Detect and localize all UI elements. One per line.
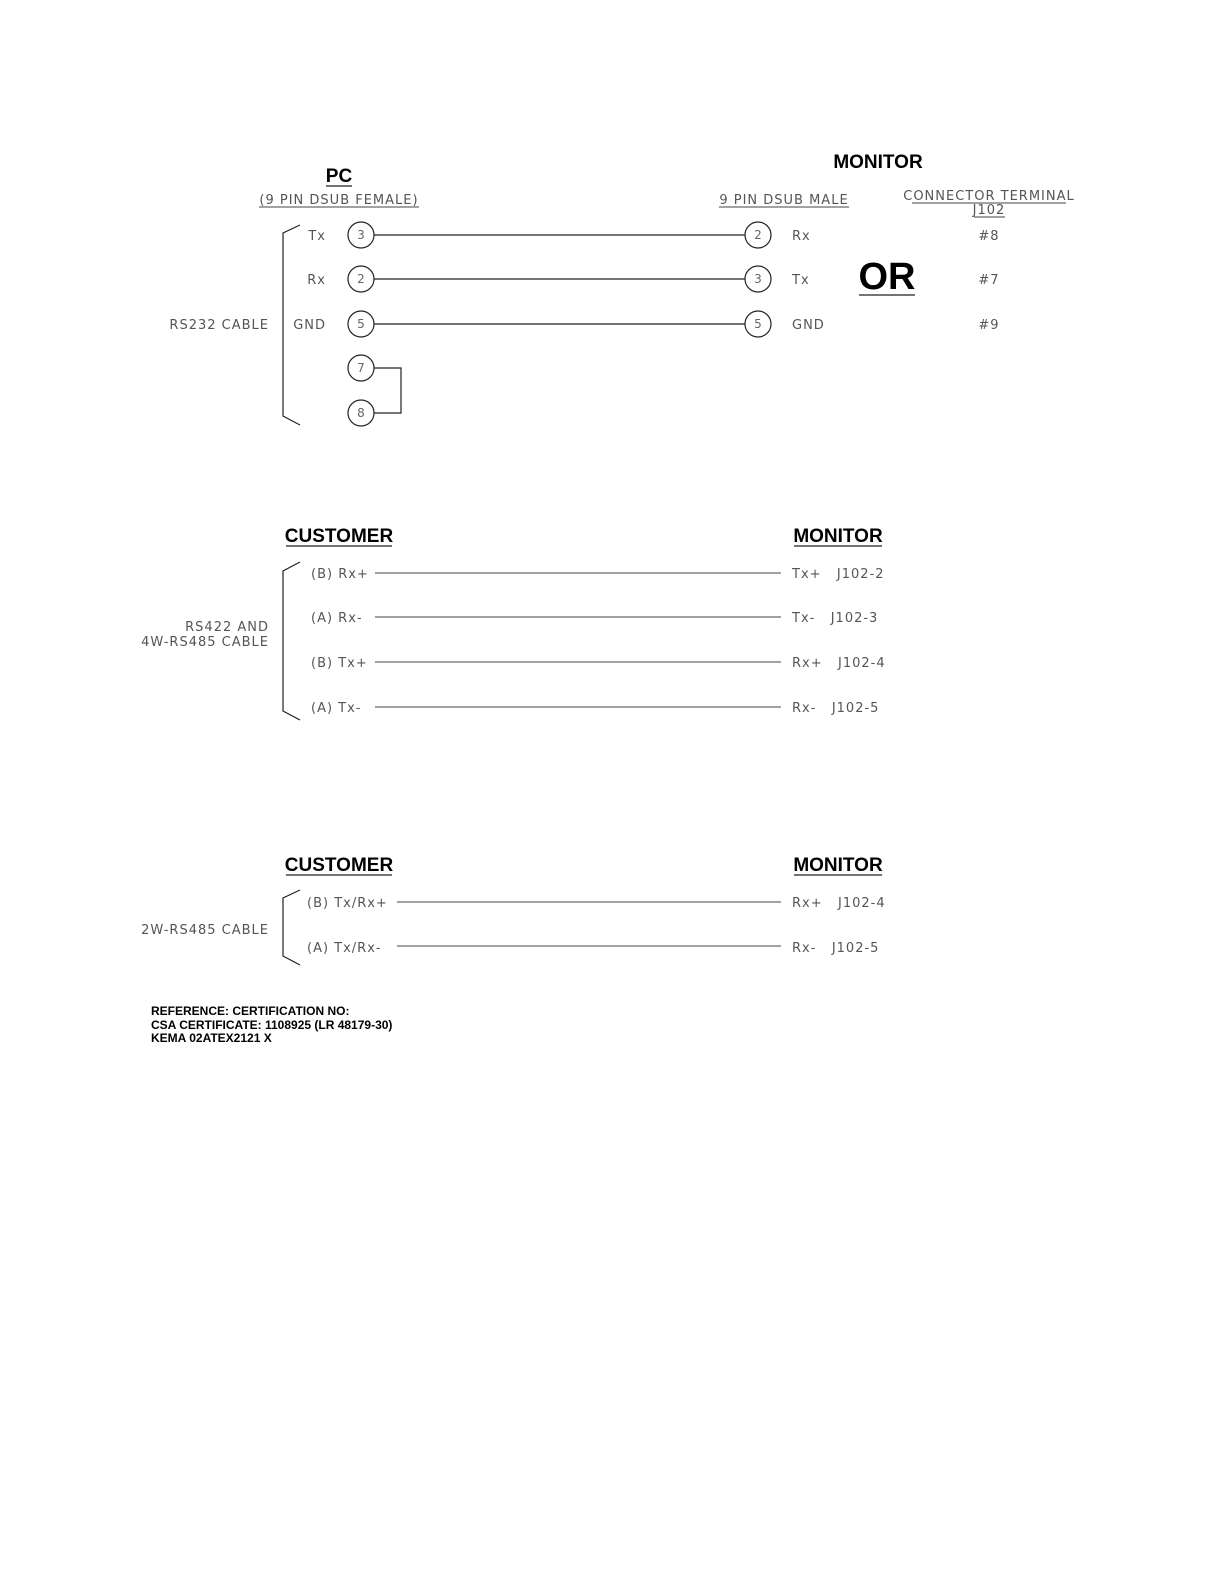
jumper-7-8: [348, 355, 401, 426]
rs232-row: [293, 311, 999, 337]
customer-signal: (A) Tx-: [311, 701, 362, 716]
pc-title: PC: [325, 166, 353, 187]
reference-line1: REFERENCE: CERTIFICATION NO:: [151, 1004, 350, 1018]
rs422-cable-label-line1: RS422 AND: [185, 620, 269, 635]
monitor-signal: Rx: [792, 229, 811, 244]
or-label: OR: [858, 256, 916, 298]
monitor-signal: Rx- J102-5: [792, 701, 880, 716]
rs232-row: [307, 222, 999, 248]
pc-pin: 2: [357, 272, 365, 286]
rs485-customer-title: CUSTOMER: [284, 855, 394, 876]
rs422-bracket: [283, 562, 300, 720]
rs485-row: [307, 941, 879, 956]
rs232-cable-label: RS232 CABLE: [169, 318, 269, 333]
rs485-monitor-title: MONITOR: [793, 855, 883, 876]
rs422-row: [311, 611, 878, 626]
rs422-row: [311, 701, 879, 716]
pc-pin: 3: [357, 228, 365, 242]
monitor-signal: Rx+ J102-4: [792, 896, 886, 911]
monitor-signal: GND: [792, 318, 825, 333]
customer-signal: (A) Rx-: [311, 611, 363, 626]
rs485-row: [307, 896, 886, 911]
monitor-signal: Rx- J102-5: [792, 941, 880, 956]
rs232-section: [169, 152, 1074, 426]
monitor-signal: Tx- J102-3: [792, 611, 879, 626]
monitor-pin: 3: [754, 272, 762, 286]
monitor-connector-label: 9 PIN DSUB MALE: [719, 193, 849, 208]
customer-signal: (A) Tx/Rx-: [307, 941, 382, 956]
rs232-monitor-title: MONITOR: [833, 152, 923, 173]
rs422-monitor-title: MONITOR: [793, 526, 883, 547]
rs485-cable-label: 2W-RS485 CABLE: [141, 923, 269, 938]
rs422-section: [141, 526, 886, 720]
terminal-number: #9: [978, 318, 1000, 333]
pc-pin: 5: [357, 317, 365, 331]
pc-connector-label: (9 PIN DSUB FEMALE): [259, 193, 419, 208]
monitor-signal: Tx: [792, 273, 810, 288]
rs422-cable-label-line2: 4W-RS485 CABLE: [141, 635, 269, 650]
terminal-header-line2: J102: [972, 203, 1006, 218]
rs485-2w-section: [141, 855, 886, 965]
terminal-number: #8: [978, 229, 1000, 244]
pc-signal: GND: [293, 318, 326, 333]
rs422-row: [311, 567, 885, 582]
customer-signal: (B) Rx+: [311, 567, 369, 582]
monitor-pin: 2: [754, 228, 762, 242]
customer-signal: (B) Tx/Rx+: [307, 896, 388, 911]
rs422-customer-title: CUSTOMER: [284, 526, 394, 547]
terminal-header-line1: CONNECTOR TERMINAL: [903, 189, 1075, 204]
jumper-pin: 8: [357, 406, 365, 420]
monitor-pin: 5: [754, 317, 762, 331]
monitor-signal: Rx+ J102-4: [792, 656, 886, 671]
reference-line2: CSA CERTIFICATE: 1108925 (LR 48179-30): [151, 1018, 393, 1032]
pc-signal: Tx: [308, 229, 326, 244]
rs422-row: [311, 656, 886, 671]
pc-signal: Rx: [307, 273, 326, 288]
monitor-signal: Tx+ J102-2: [792, 567, 885, 582]
jumper-pin: 7: [357, 361, 365, 375]
customer-signal: (B) Tx+: [311, 656, 368, 671]
reference-line3: KEMA 02ATEX2121 X: [151, 1031, 272, 1045]
terminal-number: #7: [978, 273, 1000, 288]
rs485-bracket: [283, 890, 300, 965]
reference-block: [151, 1004, 392, 1045]
